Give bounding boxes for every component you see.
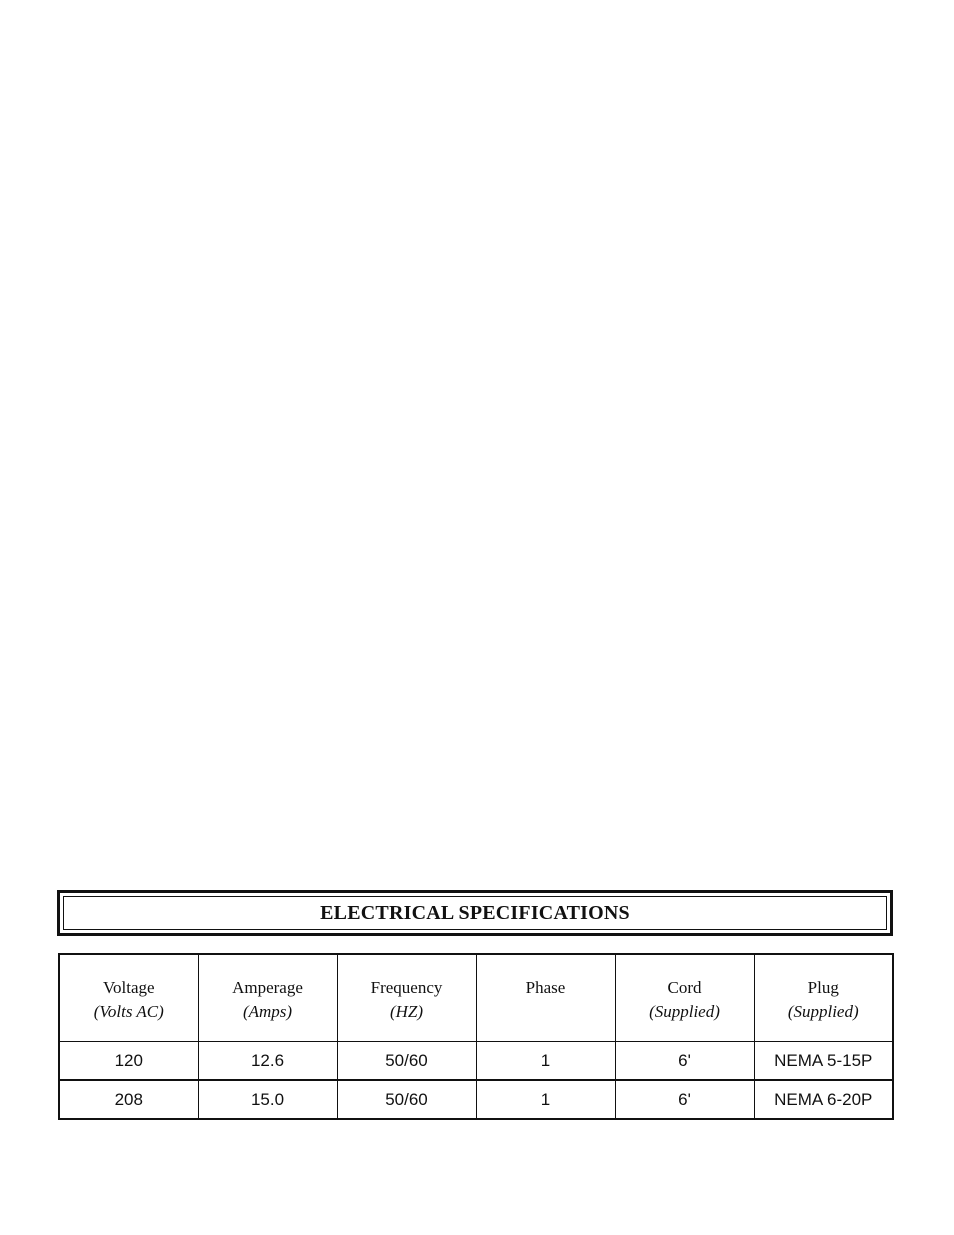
cell-plug: NEMA 6-20P xyxy=(754,1080,893,1119)
cell-voltage: 120 xyxy=(59,1042,198,1081)
header-amperage xyxy=(198,954,337,1042)
electrical-spec-table xyxy=(58,953,894,1120)
cell-plug: NEMA 5-15P xyxy=(754,1042,893,1081)
header-sublabel: (Supplied) xyxy=(649,1002,720,1021)
table-header-row xyxy=(59,954,893,1042)
header-frequency xyxy=(337,954,476,1042)
cell-phase: 1 xyxy=(476,1042,615,1081)
cell-frequency: 50/60 xyxy=(337,1080,476,1119)
cell-voltage: 208 xyxy=(59,1080,198,1119)
header-label: Plug xyxy=(807,978,839,997)
cell-frequency: 50/60 xyxy=(337,1042,476,1081)
spec-title-frame xyxy=(57,890,893,936)
header-sublabel: (HZ) xyxy=(389,1002,424,1021)
cell-amperage: 12.6 xyxy=(198,1042,337,1081)
header-phase xyxy=(476,954,615,1042)
spec-title-inner-frame xyxy=(63,896,887,930)
cell-cord: 6' xyxy=(615,1042,754,1081)
header-plug xyxy=(754,954,893,1042)
header-sublabel: (Volts AC) xyxy=(93,1002,164,1021)
header-voltage xyxy=(59,954,198,1042)
cell-phase: 1 xyxy=(476,1080,615,1119)
header-sublabel: (Amps) xyxy=(242,1002,293,1021)
spec-title: ELECTRICAL SPECIFICATIONS xyxy=(320,901,630,924)
header-cord xyxy=(615,954,754,1042)
header-label: Cord xyxy=(667,978,702,997)
cell-cord: 6' xyxy=(615,1080,754,1119)
header-label: Amperage xyxy=(232,978,303,997)
table-row xyxy=(59,1042,893,1081)
table-row xyxy=(59,1080,893,1119)
header-label: Phase xyxy=(525,978,566,997)
header-sublabel: (Supplied) xyxy=(787,1002,859,1021)
header-label: Voltage xyxy=(102,978,155,997)
header-label: Frequency xyxy=(370,978,443,997)
cell-amperage: 15.0 xyxy=(198,1080,337,1119)
